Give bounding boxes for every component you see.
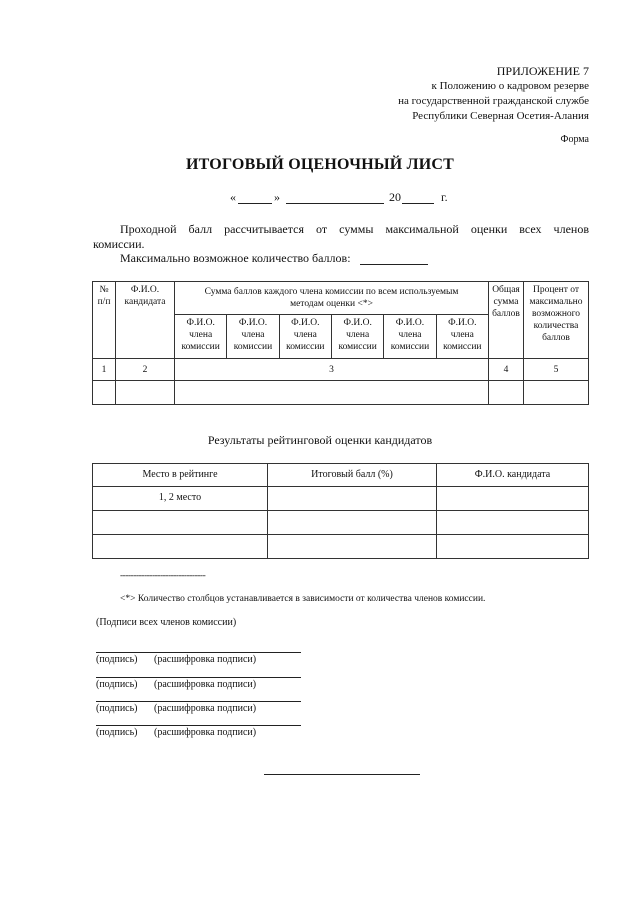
member-header: Ф.И.О. члена комиссии: [227, 315, 279, 359]
header-line-3: Республики Северная Осетия-Алания: [412, 110, 589, 122]
signature-caption: [96, 703, 256, 714]
date-year-suffix: г.: [441, 190, 448, 204]
empty-cell: [268, 535, 437, 559]
date-open-quote: «: [230, 190, 236, 204]
signature-decode-label: (расшифровка подписи): [154, 679, 257, 690]
date-close-quote: »: [274, 190, 280, 204]
rating-header-name: Ф.И.О. кандидата: [437, 464, 589, 487]
col-sum-header: Сумма баллов каждого члена комиссии по всем используемым методам оценки <*>: [175, 282, 489, 315]
signature-decode-label: (расшифровка подписи): [154, 654, 257, 665]
member-header: Ф.И.О. члена комиссии: [175, 315, 227, 359]
footnote-separator: --------------------------------: [120, 571, 206, 581]
signature-sign-label: (подпись): [96, 679, 138, 690]
rating-place-cell: 1, 2 место: [93, 487, 268, 511]
date-day-blank: [238, 203, 272, 204]
signature-line: [96, 677, 301, 678]
signature-line: [96, 652, 301, 653]
empty-cell: [437, 511, 589, 535]
col-percent-header: Процент от максимально возможного количества баллов: [524, 282, 589, 359]
signature-decode-label: (расшифровка подписи): [154, 703, 257, 714]
empty-cell: [175, 381, 489, 405]
member-header: Ф.И.О. члена комиссии: [436, 315, 488, 359]
empty-cell: [93, 511, 268, 535]
closing-line: [264, 774, 420, 775]
numbering-cell: 2: [116, 359, 175, 381]
header-line-2: на государственной гражданской службе: [398, 95, 589, 107]
numbering-cell: 3: [175, 359, 489, 381]
signature-line: [96, 725, 301, 726]
member-header: Ф.И.О. члена комиссии: [279, 315, 331, 359]
signature-caption: [96, 727, 256, 738]
member-header: Ф.И.О. члена комиссии: [384, 315, 436, 359]
signature-caption: [96, 654, 256, 665]
signature-sign-label: (подпись): [96, 727, 138, 738]
col-candidate-header: Ф.И.О. кандидата: [116, 282, 175, 359]
rating-header-place: Место в рейтинге: [93, 464, 268, 487]
col-number-header: № п/п: [93, 282, 116, 359]
empty-cell: [93, 535, 268, 559]
appendix-label: ПРИЛОЖЕНИЕ 7: [496, 64, 589, 78]
empty-cell: [437, 487, 589, 511]
rating-table: [92, 463, 589, 559]
footnote-text: <*> Количество столбцов устанавливается в зависимости от количества членов комиссии.: [120, 594, 486, 604]
passing-score-text: Проходной балл рассчитывается от суммы максимальной оценки всех членов: [120, 222, 589, 236]
numbering-cell: 1: [93, 359, 116, 381]
evaluation-table: [92, 281, 589, 405]
date-month-blank: [286, 203, 384, 204]
empty-cell: [116, 381, 175, 405]
empty-cell: [437, 535, 589, 559]
header-line-1: к Положению о кадровом резерве: [431, 80, 589, 92]
empty-cell: [524, 381, 589, 405]
numbering-cell: 4: [489, 359, 524, 381]
max-score-text: Максимально возможное количество баллов:: [120, 251, 351, 265]
signatures-label: (Подписи всех членов комиссии): [96, 617, 237, 628]
signature-sign-label: (подпись): [96, 654, 138, 665]
empty-cell: [268, 487, 437, 511]
signature-line: [96, 701, 301, 702]
signature-caption: [96, 679, 256, 690]
numbering-cell: 5: [524, 359, 589, 381]
empty-cell: [93, 381, 116, 405]
date-year-prefix: 20: [389, 190, 401, 204]
date-year-blank: [402, 203, 434, 204]
signature-decode-label: (расшифровка подписи): [154, 727, 257, 738]
passing-score-text-end: комиссии.: [93, 237, 145, 251]
signature-sign-label: (подпись): [96, 703, 138, 714]
col-total-header: Общая сумма баллов: [489, 282, 524, 359]
form-label: Форма: [560, 134, 589, 145]
max-score-blank: [360, 264, 428, 265]
rating-header-score: Итоговый балл (%): [268, 464, 437, 487]
empty-cell: [489, 381, 524, 405]
member-header: Ф.И.О. члена комиссии: [331, 315, 383, 359]
rating-section-title: Результаты рейтинговой оценки кандидатов: [207, 433, 433, 447]
document-title: ИТОГОВЫЙ ОЦЕНОЧНЫЙ ЛИСТ: [186, 156, 454, 173]
empty-cell: [268, 511, 437, 535]
